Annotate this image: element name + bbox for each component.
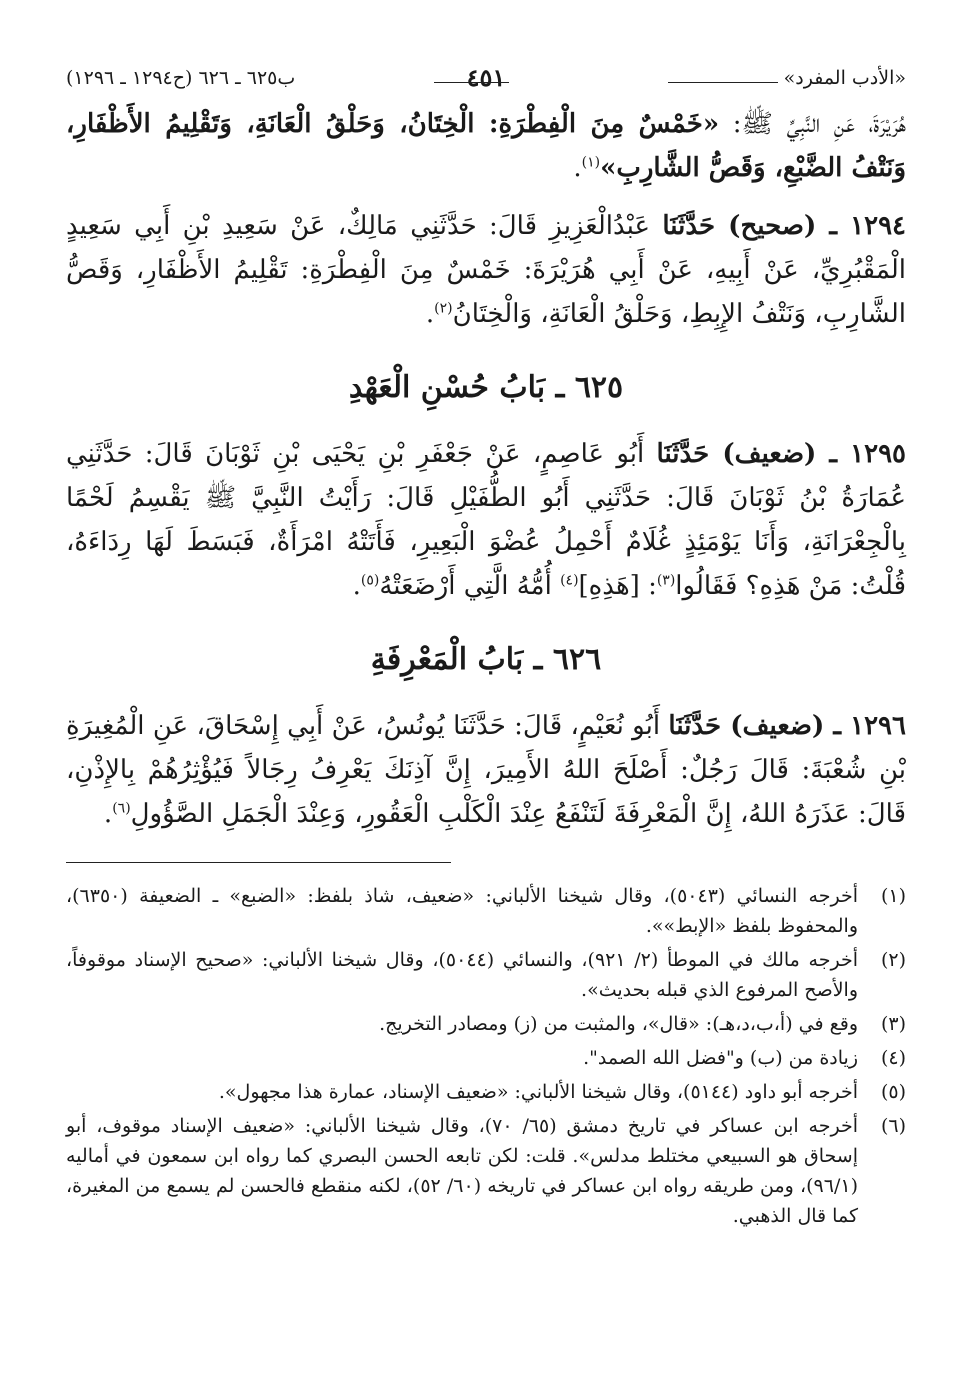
footnote-ref-5: (٥) xyxy=(360,572,380,589)
footnote-ref-4: (٤) xyxy=(560,572,579,589)
hadith-1294-number-grade: ١٢٩٤ ـ (صحيح) xyxy=(715,211,906,241)
footnote-ref-3: (٣) xyxy=(656,572,676,589)
footnote-number: (١) xyxy=(880,885,906,907)
footnote-5 xyxy=(66,1077,906,1107)
page-number: ٤٥١ xyxy=(466,63,506,92)
footnote-text: أخرجه مالك في الموطأ (٢/ ٩٢١)، والنسائي (٥٠٤٤)، وقال شيخنا الألباني: «صحيح الإسناد موقوفاً، والأصح المرفوع الذي قبله بحديث». xyxy=(66,949,858,1001)
hadith-1295-haddathana: حَدَّثَنَا xyxy=(656,439,710,469)
hadith-1295-end: . xyxy=(352,571,361,601)
hadith-1295-text-a: أَبُو عَاصِمٍ، عَنْ جَعْفَرِ بْنِ يَحْيَى بْنِ ثَوْبَانَ قَالَ: حَدَّثَنِي عُمَارَةُ بْنُ ثَوْبَانَ قَالَ: حَدَّثَنِي أَبُو الطُّفَيْلِ قَالَ: رَأَيْتُ النَّبِيَّ ﷺ يَقْسِمُ لَحْمًا بِالْجِعْرَانَةِ، وَأَنَا يَوْمَئِذٍ غُلَامٌ أَحْمِلُ عُضْوَ الْبَعِيرِ، فَأَتَتْهُ امْرَأَةٌ، فَبَسَطَ لَهَا رِدَاءَهُ، قُلْتُ: مَنْ هَذِهِ؟ فَقَالُوا xyxy=(66,439,906,601)
footnote-1 xyxy=(66,881,906,941)
footnote-number: (٢) xyxy=(880,949,906,971)
footnote-text: وقع في (أ،ب،د،هـ): «قال»، والمثبت من (ز) ومصادر التخريج. xyxy=(379,1013,858,1035)
hadith-1295-text-b: : [هَذِهِ] xyxy=(578,571,657,601)
continued-matn: «خَمْسٌ مِنَ الْفِطْرَةِ: الْخِتَانُ، وَحَلْقُ الْعَانَةِ، وَتَقْلِيمُ الأَظْفَارِ، وَنَتْفُ الضَّبْعِ، وَقَصُّ الشَّارِبِ» xyxy=(66,109,906,183)
continued-hadith xyxy=(66,102,906,190)
header-rule-left xyxy=(434,82,509,83)
continued-intro: هُرَيْرَةَ، عَنِ النَّبِيِّ ﷺ: xyxy=(719,109,906,139)
footnote-6 xyxy=(66,1111,906,1231)
footnote-number: (٥) xyxy=(880,1081,906,1103)
chapter-625-title: ٦٢٥ ـ بَابُ حُسْنِ الْعَهْدِ xyxy=(348,370,624,405)
chapter-hadith-range: ب٦٢٥ ـ ٦٢٦ (ح١٢٩٤ ـ ١٢٩٦) xyxy=(66,67,296,89)
book-page xyxy=(66,58,906,1348)
hadith-1294 xyxy=(66,204,906,336)
footnote-ref-1: (١) xyxy=(581,154,601,171)
footnote-ref-6: (٦) xyxy=(112,800,131,817)
footnote-number: (٤) xyxy=(880,1047,906,1069)
footnote-2 xyxy=(66,945,906,1005)
hadith-1296-end: . xyxy=(103,799,113,829)
footnote-separator xyxy=(66,862,451,863)
hadith-1296-text: أَبُو نُعَيْمٍ، قَالَ: حَدَّثَنَا يُونُسُ، عَنْ أَبِي إِسْحَاقَ، عَنِ الْمُغِيرَةِ بْنِ شُعْبَةَ: قَالَ رَجُلٌ: أَصْلَحَ اللهُ الأَمِيرَ، إِنَّ آذِنَكَ يَعْرِفُ رِجَالاً فَيُؤْثِرُهُمْ بِالإِذْنِ، قَالَ: عَذَرَهُ اللهُ، إِنَّ الْمَعْرِفَةَ لَتَنْفَعُ عِنْدَ الْكَلْبِ الْعَقُورِ، وَعِنْدَ الْجَمَلِ الصَّؤُولِ xyxy=(66,711,906,829)
hadith-1295-number-grade: ١٢٩٥ ـ (ضعيف) xyxy=(709,439,906,469)
footnote-3 xyxy=(66,1009,906,1039)
hadith-1295-text-c: أُمُّهُ الَّتِي أَرْضَعَتْهُ xyxy=(379,571,561,601)
footnotes xyxy=(66,881,906,1231)
footnote-text: أخرجه ابن عساكر في تاريخ دمشق (٦٥/ ٧٠)، وقال شيخنا الألباني: «ضعيف الإسناد موقوف، أبو إسحاق هو السبيعي مختلط مدلس». قلت: لكن تابعه الحسن البصري كما رواه ابن سمعون في أماليه (٩٦/١)، ومن طريقه رواه ابن عساكر في تاريخه (٦٠/ ٥٢)، لكنه منقطع فالحسن لم يسمع من المغيرة، كما قال الذهبي. xyxy=(66,1115,858,1227)
footnote-text: زيادة من (ب) و"فضل الله الصمد". xyxy=(583,1047,858,1069)
hadith-1296-haddathana: حَدَّثَنَا xyxy=(668,711,722,741)
footnote-ref-2: (٢) xyxy=(434,300,453,317)
header-rule-right xyxy=(668,82,778,83)
hadith-1295 xyxy=(66,432,906,608)
hadith-1294-haddathana: حَدَّثَنَا xyxy=(662,211,716,241)
hadith-1296 xyxy=(66,704,906,836)
continued-end: . xyxy=(573,153,582,183)
hadith-1294-text: عَبْدُالْعَزِيزِ قَالَ: حَدَّثَنِي مَالِكٌ، عَنْ سَعِيدِ بْنِ أَبِي سَعِيدٍ الْمَقْبُرِيِّ، عَنْ أَبِيهِ، عَنْ أَبِي هُرَيْرَةَ: خَمْسٌ مِنَ الْفِطْرَةِ: تَقْلِيمُ الأَظْفَارِ، وَقَصُّ الشَّارِبِ، وَنَتْفُ الإِبِطِ، وَحَلْقُ الْعَانَةِ، وَالْخِتَانُ xyxy=(66,211,906,329)
running-header xyxy=(66,58,906,98)
hadith-1294-end: . xyxy=(425,299,435,329)
footnote-text: أخرجه النسائي (٥٠٤٣)، وقال شيخنا الألباني: «ضعيف، شاذ بلفظ: «الضبع» ـ الضعيفة (٦٣٥٠)، والمحفوظ بلفظ «الإبط»». xyxy=(66,885,858,937)
footnote-number: (٦) xyxy=(880,1115,906,1137)
footnote-number: (٣) xyxy=(880,1013,906,1035)
chapter-626-title: ٦٢٦ ـ بَابُ الْمَعْرِفَةِ xyxy=(370,642,602,677)
footnote-4 xyxy=(66,1043,906,1073)
footnote-text: أخرجه أبو داود (٥١٤٤)، وقال شيخنا الألباني: «ضعيف الإسناد، عمارة هذا مجهول». xyxy=(218,1081,858,1103)
hadith-1296-number-grade: ١٢٩٦ ـ (ضعيف) xyxy=(721,711,906,741)
book-title: «الأدب المفرد» xyxy=(783,67,906,89)
